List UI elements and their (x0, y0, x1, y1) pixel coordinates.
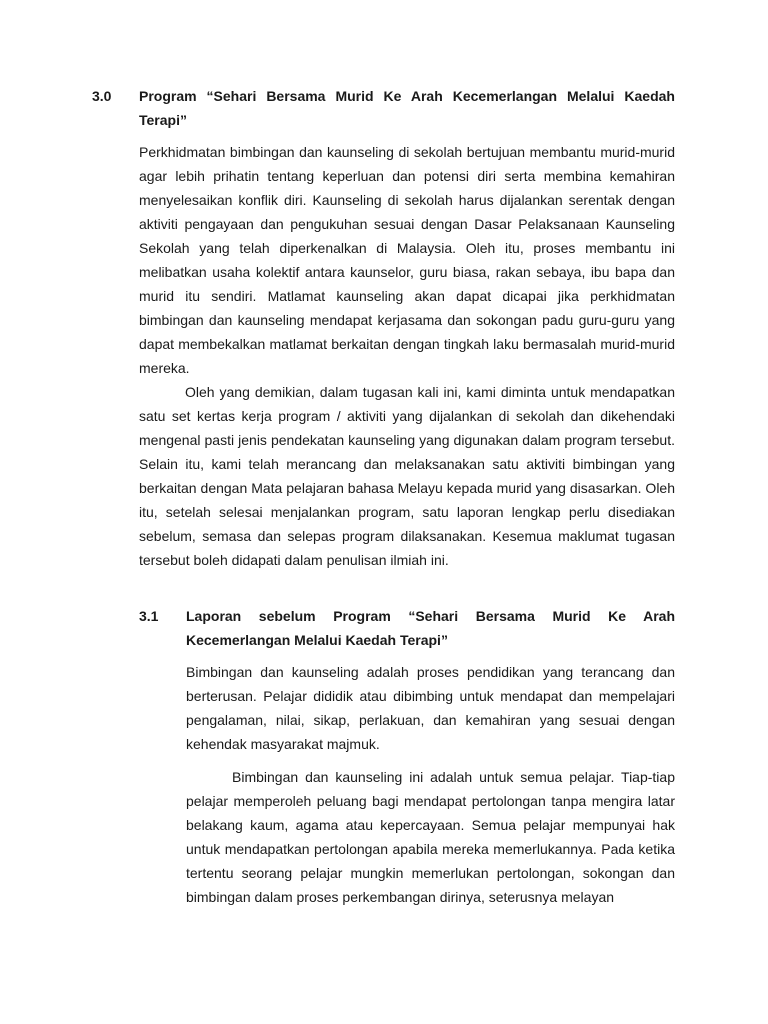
body-paragraph: Perkhidmatan bimbingan dan kaunseling di sekolah bertujuan membantu murid-murid agar lebih prihatin tentang keperluan dan potensi diri serta membina kemahiran menyelesaikan konflik diri. Kaunseling di sekolah harus dijalankan serentak dengan aktiviti pengayaan dan pengukuhan sesuai dengan Dasar Pelaksanaan Kaunseling Sekolah yang telah diperkenalkan di Malaysia. Oleh itu, proses membantu ini melibatkan usaha kolektif antara kaunselor, guru biasa, rakan sebaya, ibu bapa dan murid itu sendiri. Matlamat kaunseling akan dapat dicapai jika perkhidmatan bimbingan dan kaunseling mendapat kerjasama dan sokongan padu guru-guru yang dapat membekalkan matlamat berkaitan dengan tingkah laku bermasalah murid-murid mereka. (139, 144, 675, 376)
body-paragraph: Bimbingan dan kaunseling adalah proses pendidikan yang terancang dan berterusan. Pelajar dididik atau dibimbing untuk mendapat dan mempelajari pengalaman, nilai, sikap, perlakuan, dan kemahiran yang sesuai dengan kehendak masyarakat majmuk. (186, 664, 675, 752)
body-paragraph: Bimbingan dan kaunseling ini adalah untuk semua pelajar. Tiap-tiap pelajar memperoleh peluang bagi mendapat pertolongan tanpa mengira latar belakang kaum, agama atau kepercayaan. Semua pelajar mempunyai hak untuk mendapatkan pertolongan apabila mereka memerlukannya. Pada ketika tertentu seorang pelajar mungkin memerlukan pertolongan, sokongan dan bimbingan dalam proses perkembangan dirinya, seterusnya melayan (186, 769, 675, 905)
subsection-title: Laporan sebelum Program “Sehari Bersama Murid Ke Arah Kecemerlangan Melalui Kaedah Terapi” (186, 608, 675, 648)
section-title: Program “Sehari Bersama Murid Ke Arah Kecemerlangan Melalui Kaedah Terapi” (139, 88, 675, 128)
body-paragraph: Oleh yang demikian, dalam tugasan kali ini, kami diminta untuk mendapatkan satu set kertas kerja program / aktiviti yang dijalankan di sekolah dan dikehendaki mengenal pasti jenis pendekatan kaunseling yang digunakan dalam program tersebut. Selain itu, kami telah merancang dan melaksanakan satu aktiviti bimbingan yang berkaitan dengan Mata pelajaran bahasa Melayu kepada murid yang disasarkan. Oleh itu, setelah selesai menjalankan program, satu laporan lengkap perlu disediakan sebelum, semasa dan selepas program dilaksanakan. Kesemua maklumat tugasan tersebut boleh didapati dalam penulisan ilmiah ini. (139, 384, 675, 568)
subsection-number: 3.1 (139, 608, 159, 624)
section-number: 3.0 (92, 88, 112, 104)
